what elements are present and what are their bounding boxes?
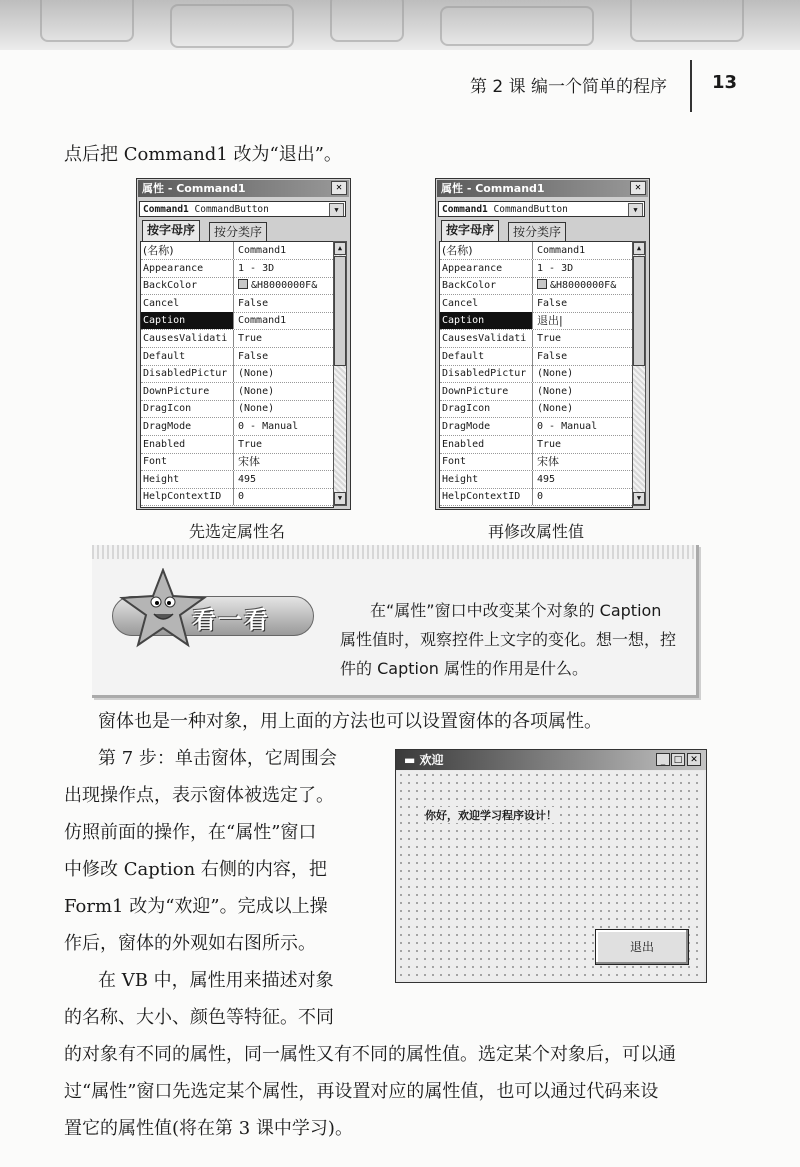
property-name: DragMode (141, 418, 234, 435)
property-grid (439, 241, 633, 508)
welcome-window-title: 欢迎 (419, 753, 444, 767)
property-name: BackColor (440, 277, 533, 294)
property-grid (140, 241, 334, 508)
object-type: CommandButton (194, 204, 269, 215)
step7-line: 中修改 Caption 右侧的内容，把 (64, 859, 327, 880)
scroll-up-icon[interactable]: ▲ (633, 242, 645, 255)
property-value-text: True (238, 333, 263, 344)
property-value-text: True (238, 438, 263, 450)
object-selector-combo[interactable] (139, 201, 346, 217)
property-value[interactable] (236, 295, 333, 312)
property-row[interactable] (141, 400, 333, 418)
vertical-scrollbar[interactable] (333, 241, 347, 506)
color-swatch-icon (537, 279, 547, 289)
properties-window-after (435, 178, 650, 510)
property-value[interactable] (236, 330, 333, 347)
property-value[interactable] (236, 436, 333, 453)
property-value-text: &H8000000F& (550, 280, 617, 292)
step7-line: 仿照前面的操作，在“属性”窗口 (64, 822, 317, 843)
property-value[interactable] (236, 488, 333, 505)
vertical-scrollbar[interactable] (632, 241, 646, 506)
property-value-text: Command1 (238, 245, 287, 256)
caption-after: 再修改属性值 (488, 522, 585, 541)
property-name: DownPicture (440, 383, 533, 400)
property-row[interactable] (440, 348, 632, 366)
object-selector-combo[interactable] (438, 201, 645, 217)
property-row[interactable] (440, 277, 632, 295)
property-row[interactable] (440, 436, 632, 454)
property-value[interactable] (236, 383, 333, 400)
scrollbar-thumb[interactable] (633, 256, 645, 366)
property-row[interactable] (141, 418, 333, 436)
tip-line: 件的 Caption 属性的作用是什么。 (340, 659, 588, 678)
close-icon[interactable]: ✕ (630, 181, 646, 195)
property-name: Height (141, 471, 234, 488)
form-icon: ▬ (404, 753, 420, 767)
paragraph-form-object: 窗体也是一种对象，用上面的方法也可以设置窗体的各项属性。 (98, 711, 602, 732)
vb-paragraph-line: 的名称、大小、颜色等特征。不同 (64, 1007, 334, 1028)
property-value-text: 0 (537, 491, 544, 503)
caption-before: 先选定属性名 (189, 522, 286, 541)
property-value[interactable] (236, 348, 333, 365)
property-row[interactable] (141, 453, 333, 471)
chevron-down-icon[interactable]: ▼ (628, 203, 643, 217)
property-value-text: False (537, 297, 568, 309)
property-row[interactable] (440, 260, 632, 278)
property-value-text: 1 - 3D (238, 262, 275, 274)
property-value[interactable] (236, 277, 333, 294)
property-row[interactable] (440, 383, 632, 401)
property-row[interactable] (141, 383, 333, 401)
property-name: (名称) (141, 242, 234, 259)
property-value-text: False (238, 297, 269, 309)
property-name: Caption (141, 312, 234, 329)
tab-alphabetic[interactable]: 按字母序 (142, 220, 200, 242)
property-value-text: (None) (238, 368, 275, 380)
property-row[interactable] (440, 365, 632, 383)
property-name: BackColor (141, 277, 234, 294)
property-row[interactable] (141, 242, 333, 260)
property-value[interactable] (236, 453, 333, 470)
property-value[interactable] (236, 312, 333, 329)
scroll-down-icon[interactable]: ▼ (633, 492, 645, 505)
property-value-text: (None) (537, 368, 574, 380)
property-value[interactable] (535, 295, 632, 312)
vb-paragraph-line: 置它的属性值(将在第 3 课中学习)。 (64, 1118, 353, 1139)
property-row[interactable] (440, 471, 632, 489)
property-value-text: False (238, 350, 269, 362)
property-value[interactable] (535, 453, 632, 470)
intro-text: 点后把 Command1 改为“退出”。 (64, 144, 342, 165)
properties-window-before (136, 178, 351, 510)
tab-alphabetic[interactable]: 按字母序 (441, 220, 499, 242)
property-value[interactable] (535, 277, 632, 294)
property-row[interactable] (440, 242, 632, 260)
property-row[interactable] (440, 418, 632, 436)
welcome-form-window (395, 749, 707, 983)
welcome-label: 你好，欢迎学习程序设计！ (425, 809, 557, 822)
property-name: Font (440, 453, 533, 470)
property-row[interactable] (141, 365, 333, 383)
step7-line: Form1 改为“欢迎”。完成以上操 (64, 896, 328, 917)
form-canvas[interactable] (397, 771, 704, 980)
property-name: Appearance (440, 260, 533, 277)
property-value[interactable] (535, 365, 632, 382)
property-name: DisabledPictur (141, 365, 234, 382)
property-name: Enabled (440, 436, 533, 453)
property-name: CausesValidati (440, 330, 533, 347)
color-swatch-icon (238, 279, 248, 289)
property-row[interactable] (141, 471, 333, 489)
property-row[interactable] (141, 488, 333, 506)
property-value[interactable] (236, 400, 333, 417)
property-name: DownPicture (141, 383, 234, 400)
property-value[interactable] (535, 260, 632, 277)
property-name: DragMode (440, 418, 533, 435)
object-name: Command1 (143, 204, 189, 215)
property-value-text: 宋体 (238, 455, 260, 469)
property-value-text: 0 - Manual (238, 421, 299, 432)
property-row[interactable] (440, 330, 632, 348)
property-row[interactable] (141, 436, 333, 454)
step7-line: 作后，窗体的外观如右图所示。 (64, 933, 316, 954)
property-row[interactable] (440, 400, 632, 418)
property-value-text: &H8000000F& (251, 280, 318, 292)
property-row[interactable] (141, 312, 333, 330)
vb-paragraph-line: 在 VB 中，属性用来描述对象 (98, 970, 334, 991)
property-value[interactable] (236, 418, 333, 435)
scroll-down-icon[interactable]: ▼ (334, 492, 346, 505)
property-value-text: Command1 (238, 315, 287, 327)
tip-box-border-pattern (92, 545, 696, 559)
header-divider (690, 60, 692, 112)
property-name: Default (440, 348, 533, 365)
property-row[interactable] (440, 488, 632, 506)
property-row[interactable] (440, 312, 632, 330)
property-name: Default (141, 348, 234, 365)
property-value-text: True (537, 438, 562, 450)
property-name: Height (440, 471, 533, 488)
property-value-text: (None) (238, 403, 275, 415)
step7-line: 出现操作点，表示窗体被选定了。 (64, 785, 334, 806)
property-value[interactable] (535, 471, 632, 488)
property-value[interactable] (236, 471, 333, 488)
property-value[interactable] (535, 242, 632, 259)
property-row[interactable] (141, 277, 333, 295)
property-name: Caption (440, 312, 533, 329)
property-value-text: 495 (238, 473, 257, 485)
property-name: HelpContextID (440, 488, 533, 505)
property-row[interactable] (141, 260, 333, 278)
step7-line: 第 7 步：单击窗体，它周围会 (98, 748, 337, 769)
header-decoration-band (0, 0, 800, 50)
properties-window-title: 属性 - Command1 (138, 180, 349, 197)
property-name: DragIcon (440, 400, 533, 417)
property-value[interactable] (535, 418, 632, 435)
property-name: DisabledPictur (440, 365, 533, 382)
property-value-text: 退出| (537, 314, 563, 328)
property-name: (名称) (440, 242, 533, 259)
tip-label: 看一看 (192, 606, 270, 634)
property-value-text: 0 (238, 491, 245, 503)
property-row[interactable] (440, 295, 632, 313)
property-row[interactable] (440, 453, 632, 471)
properties-window-title: 属性 - Command1 (437, 180, 648, 197)
property-value-text: False (537, 350, 568, 362)
property-value[interactable] (535, 348, 632, 365)
close-icon[interactable]: ✕ (331, 181, 347, 195)
property-name: Appearance (141, 260, 234, 277)
property-value-text: (None) (537, 385, 574, 397)
object-type: CommandButton (493, 204, 568, 215)
tab-categorized[interactable]: 按分类序 (209, 222, 267, 242)
property-value[interactable] (236, 242, 333, 259)
property-name: Font (141, 453, 234, 470)
property-value-text: 0 - Manual (537, 421, 598, 432)
property-name: CausesValidati (141, 330, 234, 347)
property-row[interactable] (141, 295, 333, 313)
property-value-text: Command1 (537, 245, 586, 256)
property-name: Enabled (141, 436, 234, 453)
property-value[interactable] (535, 312, 632, 329)
chevron-down-icon[interactable]: ▼ (329, 203, 344, 217)
property-value-text: True (537, 333, 562, 344)
chapter-title: 第 2 课 编一个简单的程序 (470, 77, 668, 97)
close-icon[interactable]: ✕ (687, 753, 701, 766)
maximize-icon[interactable]: □ (671, 753, 685, 766)
property-value-text: (None) (537, 403, 574, 415)
property-value-text: (None) (238, 385, 275, 397)
property-value[interactable] (535, 488, 632, 505)
vb-paragraph-line: 的对象有不同的属性，同一属性又有不同的属性值。选定某个对象后，可以通 (64, 1044, 676, 1065)
property-value[interactable] (535, 400, 632, 417)
property-row[interactable] (141, 330, 333, 348)
tip-line: 属性值时，观察控件上文字的变化。想一想，控 (340, 630, 677, 649)
property-value[interactable] (535, 436, 632, 453)
property-value[interactable] (236, 260, 333, 277)
property-name: Cancel (440, 295, 533, 312)
tab-categorized[interactable]: 按分类序 (508, 222, 566, 242)
scrollbar-thumb[interactable] (334, 256, 346, 366)
page-number: 13 (712, 72, 738, 93)
property-value-text: 宋体 (537, 455, 559, 469)
property-name: DragIcon (141, 400, 234, 417)
property-name: Cancel (141, 295, 234, 312)
property-name: HelpContextID (141, 488, 234, 505)
scroll-up-icon[interactable]: ▲ (334, 242, 346, 255)
vb-paragraph-line: 过“属性”窗口先选定某个属性，再设置对应的属性值，也可以通过代码来设 (64, 1081, 659, 1102)
property-value-text: 1 - 3D (537, 262, 574, 274)
property-value[interactable] (236, 365, 333, 382)
object-name: Command1 (442, 204, 488, 215)
property-row[interactable] (141, 348, 333, 366)
property-value-text: 495 (537, 473, 556, 485)
exit-button[interactable]: 退出 (595, 929, 689, 965)
property-value[interactable] (535, 383, 632, 400)
property-value[interactable] (535, 330, 632, 347)
minimize-icon[interactable]: _ (656, 753, 670, 766)
tip-line: 在“属性”窗口中改变某个对象的 Caption (370, 601, 662, 620)
